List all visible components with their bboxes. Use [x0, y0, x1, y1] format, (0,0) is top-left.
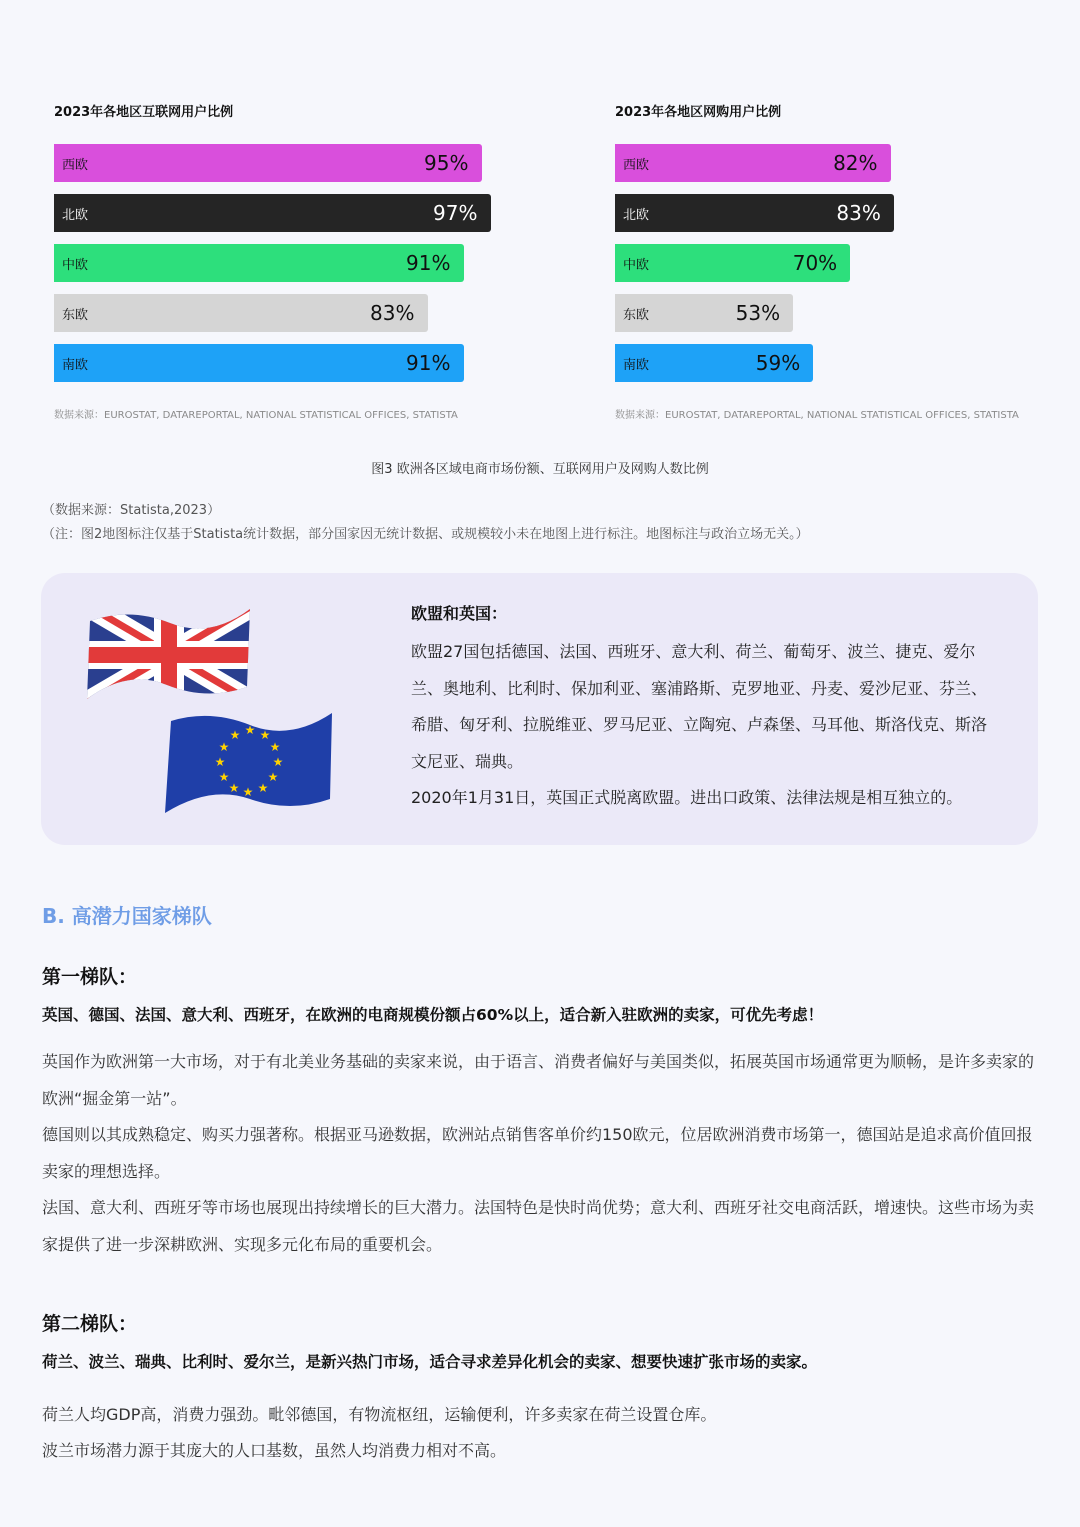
eu-uk-info-box [41, 573, 1038, 845]
svg-text:★: ★ [242, 785, 254, 799]
bar-category-label: 中欧 [62, 257, 89, 273]
bar-0 [615, 144, 891, 182]
tier1-paragraph-germany: 德国则以其成熟稳定、购买力强著称。根据亚马逊数据，欧洲站点销售客单价约150欧元，位居欧洲消费市场第一，德国站是追求高价值回报卖家的理想选择。 [42, 1125, 1033, 1181]
svg-text:★: ★ [214, 755, 226, 769]
svg-text:★: ★ [272, 755, 284, 769]
svg-text:★: ★ [269, 740, 281, 754]
bar-3 [54, 294, 428, 332]
map-disclaimer-note: （注：图2地图标注仅基于Statista统计数据，部分国家因无统计数据、或规模较小未在地图上进行标注。地图标注与政治立场无关。） [42, 527, 809, 542]
bars-container [615, 144, 1075, 384]
bar-category-label: 北欧 [623, 207, 650, 223]
bar-category-label: 东欧 [623, 307, 650, 323]
eu-members-paragraph: 欧盟27国包括德国、法国、西班牙、意大利、荷兰、葡萄牙、波兰、捷克、爱尔兰、奥地利、比利时、保加利亚、塞浦路斯、克罗地亚、丹麦、爱沙尼亚、芬兰、希腊、匈牙利、拉脱维亚、罗马尼亚、立陶宛、卢森堡、马耳他、斯洛伐克、斯洛文尼亚、瑞典。 [411, 642, 988, 771]
bar-category-label: 南欧 [62, 357, 89, 373]
chart-title: 2023年各地区互联网用户比例 [54, 105, 234, 120]
bar-4 [54, 344, 464, 382]
chart-title: 2023年各地区网购用户比例 [615, 105, 782, 120]
chart-source: 数据来源：EUROSTAT, DATAREPORTAL, NATIONAL STATISTICAL OFFICES, STATISTA [54, 410, 458, 421]
info-text [411, 601, 1001, 817]
bar-value-label: 59% [755, 351, 801, 375]
bar-value-label: 83% [836, 201, 881, 225]
svg-text:★: ★ [218, 770, 230, 784]
bar-3 [615, 294, 793, 332]
online-shoppers-chart [615, 104, 1075, 421]
bar-2 [54, 244, 464, 282]
svg-text:★: ★ [228, 781, 240, 795]
tier2-lead: 荷兰、波兰、瑞典、比利时、爱尔兰，是新兴热门市场，适合寻求差异化机会的卖家、想要快速扩张市场的卖家。 [42, 1353, 818, 1371]
brexit-paragraph: 2020年1月31日，英国正式脱离欧盟。进出口政策、法律法规是相互独立的。 [411, 788, 963, 807]
tier2-paragraph-poland: 波兰市场潜力源于其庞大的人口基数，虽然人均消费力相对不高。 [42, 1441, 507, 1460]
chart-source: 数据来源：EUROSTAT, DATAREPORTAL, NATIONAL STATISTICAL OFFICES, STATISTA [615, 410, 1019, 421]
bar-1 [615, 194, 894, 232]
bar-value-label: 70% [792, 251, 838, 275]
tier1-paragraph-others: 法国、意大利、西班牙等市场也展现出持续增长的巨大潜力。法国特色是快时尚优势；意大利、西班牙社交电商活跃，增速快。这些市场为卖家提供了进一步深耕欧洲、实现多元化布局的重要机会。 [42, 1198, 1035, 1254]
info-heading: 欧盟和英国： [411, 604, 508, 623]
bar-value-label: 83% [370, 301, 415, 325]
bar-4 [615, 344, 813, 382]
svg-text:★: ★ [229, 728, 241, 742]
section-title: B. 高潜力国家梯队 [42, 904, 212, 928]
eu-flag-icon [165, 713, 332, 813]
bar-1 [54, 194, 491, 232]
tier1-title: 第一梯队： [42, 966, 138, 988]
svg-text:★: ★ [244, 723, 256, 737]
bar-value-label: 91% [406, 251, 451, 275]
data-source-note: （数据来源：Statista,2023） [42, 503, 221, 518]
bar-category-label: 北欧 [62, 207, 89, 223]
bar-value-label: 95% [424, 151, 469, 175]
uk-flag-icon [85, 599, 255, 709]
bar-category-label: 西欧 [623, 157, 650, 173]
bar-value-label: 91% [406, 351, 451, 375]
svg-text:★: ★ [257, 781, 269, 795]
bar-value-label: 53% [735, 301, 781, 325]
bars-container [54, 144, 514, 384]
bar-category-label: 东欧 [62, 307, 89, 323]
tier2-paragraph-netherlands: 荷兰人均GDP高，消费力强劲。毗邻德国，有物流枢纽，运输便利，许多卖家在荷兰设置仓库。 [42, 1405, 717, 1424]
svg-text:★: ★ [218, 740, 230, 754]
svg-text:★: ★ [259, 728, 271, 742]
bar-category-label: 南欧 [623, 357, 650, 373]
tier1-paragraph-uk: 英国作为欧洲第一大市场，对于有北美业务基础的卖家来说，由于语言、消费者偏好与美国类似，拓展英国市场通常更为顺畅，是许多卖家的欧洲“掘金第一站”。 [42, 1052, 1035, 1108]
bar-value-label: 82% [833, 151, 878, 175]
bar-category-label: 中欧 [623, 257, 650, 273]
internet-users-chart [54, 104, 514, 421]
flags-illustration [85, 599, 335, 814]
bar-value-label: 97% [433, 201, 478, 225]
tier2-title: 第二梯队： [42, 1313, 138, 1335]
tier1-lead: 英国、德国、法国、意大利、西班牙，在欧洲的电商规模份额占60%以上，适合新入驻欧洲的卖家，可优先考虑！ [42, 1006, 824, 1024]
bar-2 [615, 244, 850, 282]
svg-text:★: ★ [267, 770, 279, 784]
figure-caption: 图3 欧洲各区域电商市场份额、互联网用户及网购人数比例 [371, 462, 709, 477]
bar-category-label: 西欧 [62, 157, 89, 173]
bar-0 [54, 144, 482, 182]
